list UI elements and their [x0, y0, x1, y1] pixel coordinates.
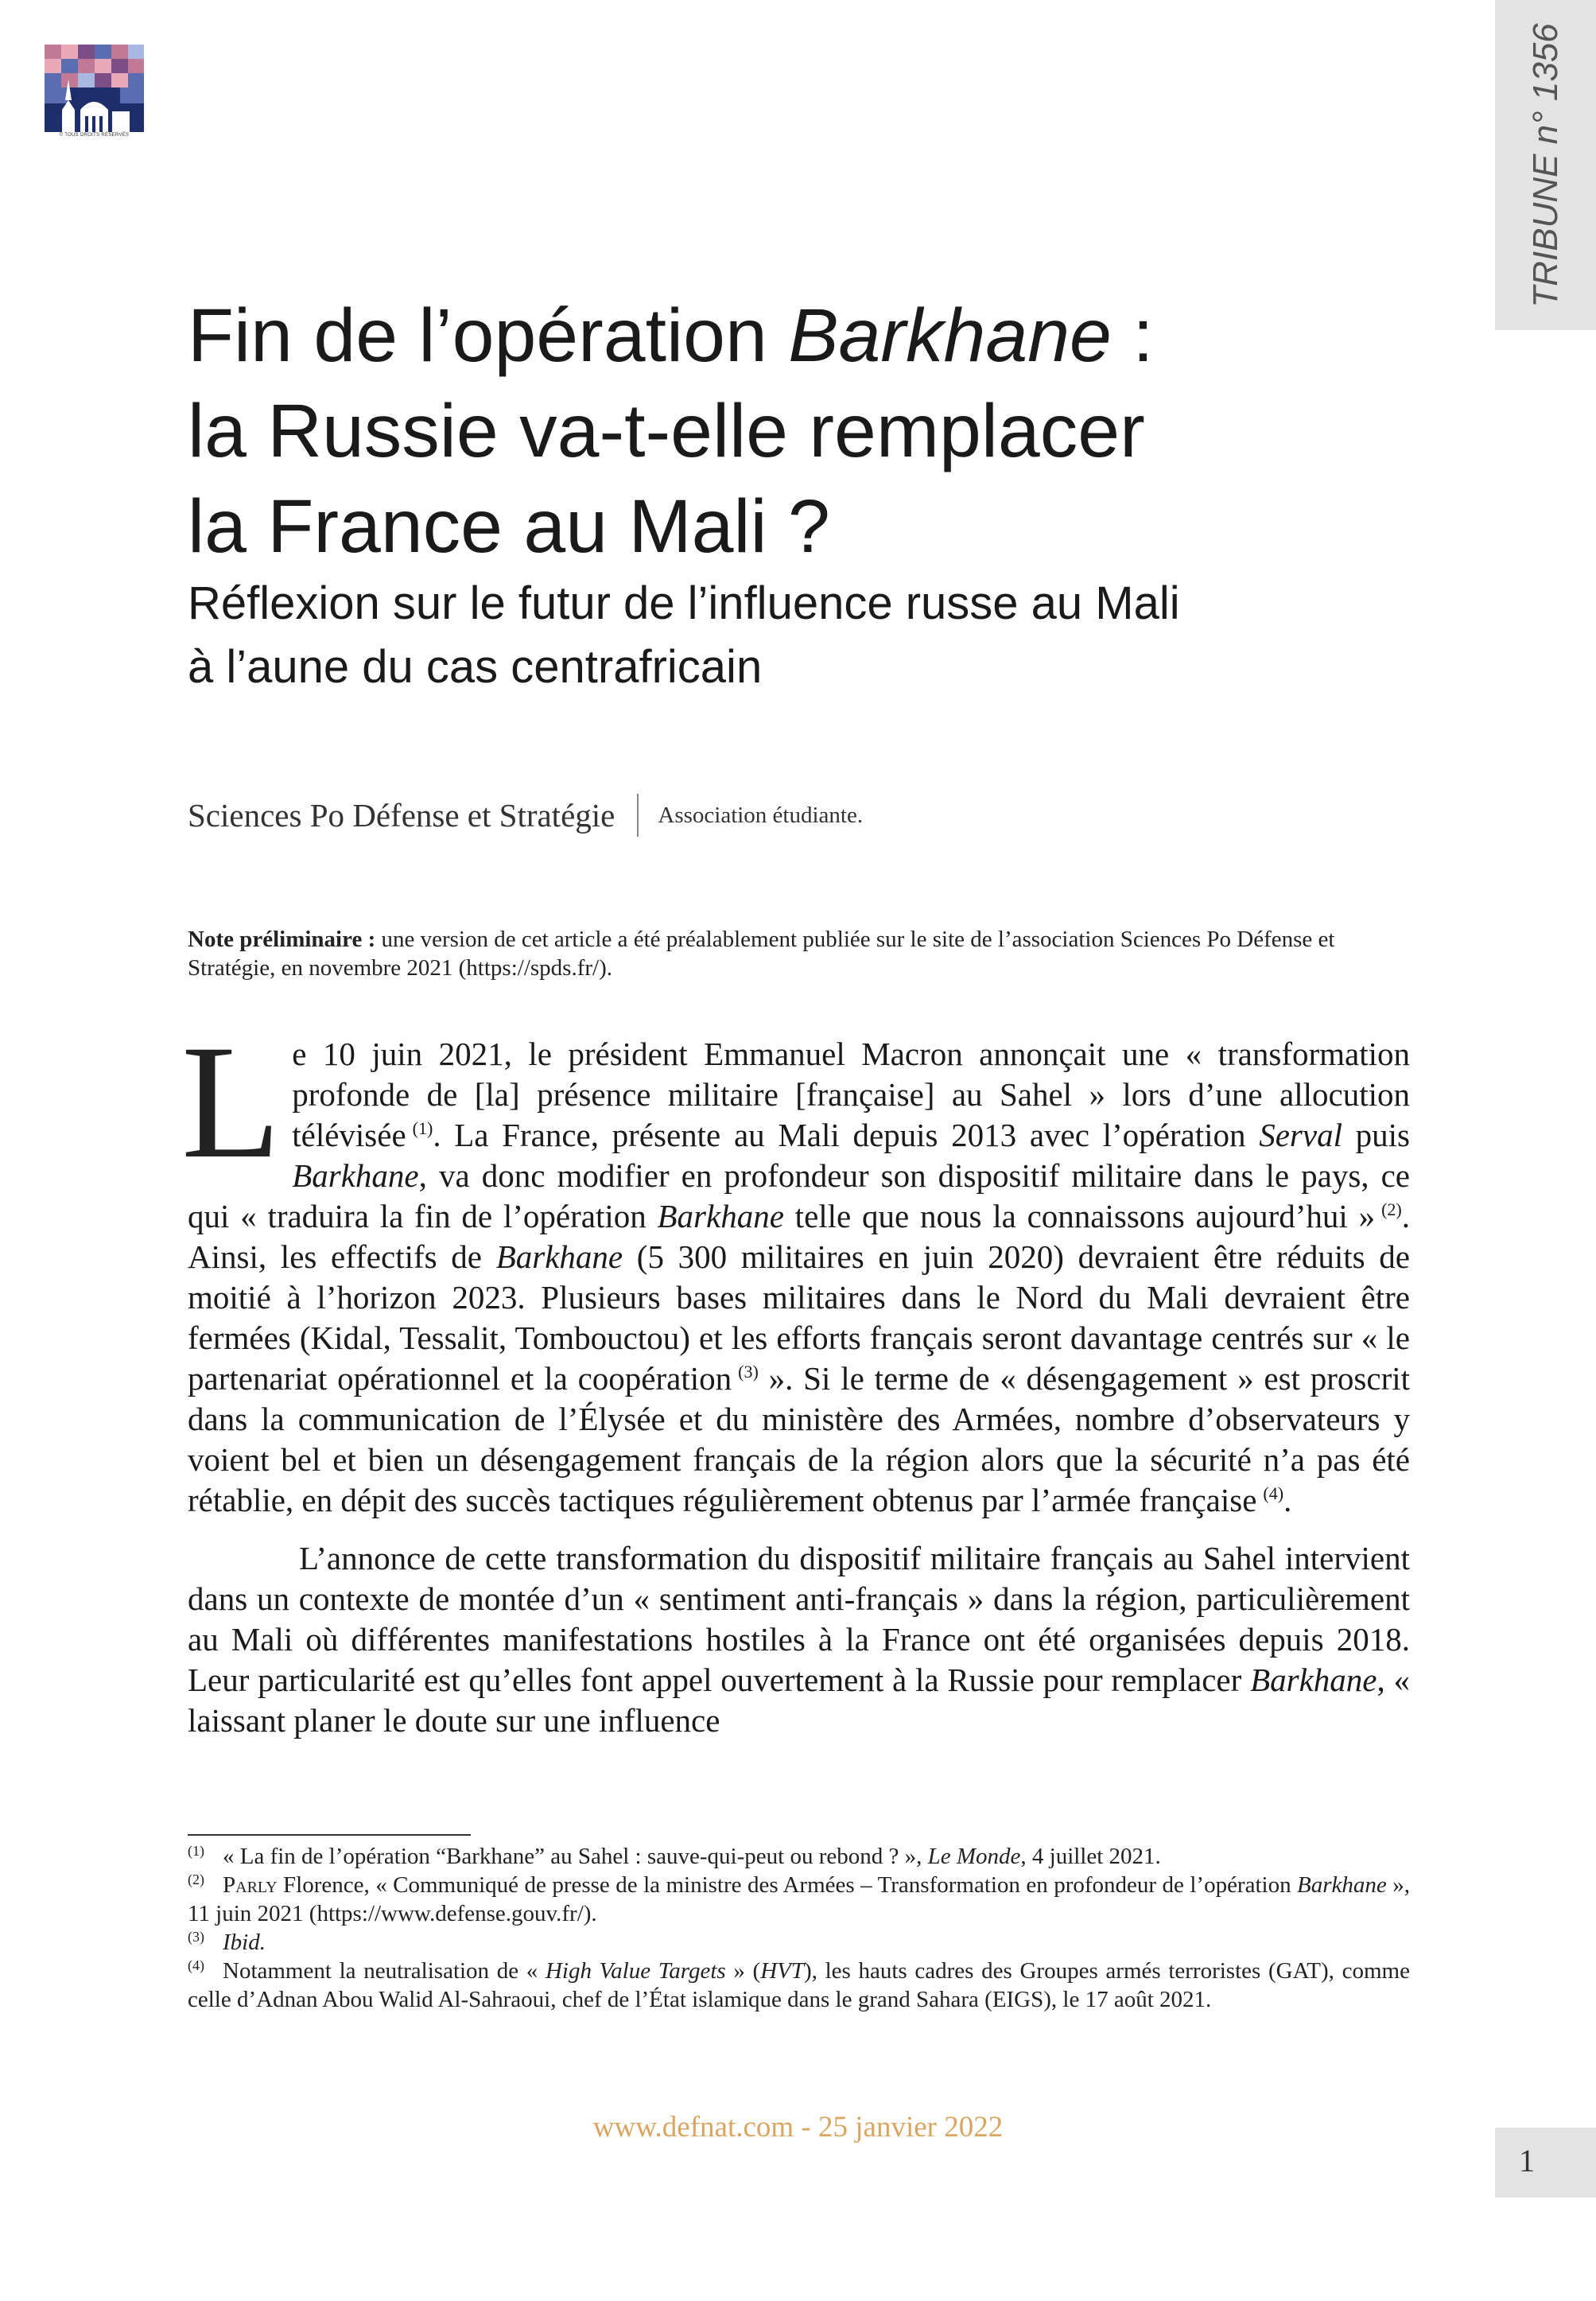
footnote-ref-3[interactable]: (3): [738, 1361, 759, 1382]
title-line-3: la France au Mali ?: [188, 484, 830, 569]
title-line-2: la Russie va-t-elle remplacer: [188, 389, 1145, 473]
author-description: Association étudiante.: [658, 802, 864, 828]
title-line-1: Fin de l’opération Barkhane :: [188, 293, 1154, 378]
preliminary-note-label: Note préliminaire :: [188, 927, 376, 952]
author-block: [188, 787, 863, 843]
footnotes: [188, 1842, 1410, 2014]
preliminary-note: [188, 925, 1412, 982]
article-body: [181, 1012, 1411, 1741]
article-subtitle: [188, 572, 1460, 699]
footnote-1: (1) « La fin de l’opération “Barkhane” au Sahel : sauve-qui-peut ou rebond ? », Le Monde, 4 juillet 2021.: [188, 1843, 1161, 1869]
subtitle-line-1: Réflexion sur le futur de l’influence russe au Mali: [188, 577, 1180, 629]
footnote-2: (2) Parly Florence, « Communiqué de presse de la ministre des Armées – Transformation en profondeur de l’opération Barkhane », 11 juin 2021 (https://www.defense.gouv.fr/).: [188, 1872, 1411, 1926]
body-paragraph-1: Le 10 juin 2021, le président Emmanuel Macron annonçait une « transformation profonde de [la] présence militaire [française] au Sahel » lors d’une allocution télévisée $^{(1)}$. La France, présente au Mali depuis 2013 avec l’opération Serval puis Barkhane, va donc modifier en profondeur son dispositif militaire dans le pays, ce qui « traduira la fin de l’opération Barkhane telle que nous la connaissons aujourd’hui » $^{(2)}$. Ainsi, les effectifs de Barkhane (5 300 militaires en juin 2020) devraient être réduits de moitié à l’horizon 2023. Plusieurs bases militaires dans le Nord du Mali devraient être fermées (Kidal, Tessalit, Tombouctou) et les efforts français seront davantage centrés sur « le partenariat opérationnel et la coopération $^{(3)}$ ». Si le terme de « désengagement » est proscrit dans la communication de l’Élysée et du ministère des Armées, nombre d’observateurs y voient bel et bien un désengagement français de la région alors que la sécurité n’a pas été rétablie, en dépit des succès tactiques régulièrement obtenus par l’armée française $^{(4)}$.: [181, 1012, 1411, 1518]
publisher-logo: [45, 45, 144, 140]
article-title: [188, 288, 1460, 574]
page-number-tab: [1495, 2128, 1596, 2198]
logo-emblem: [45, 45, 144, 132]
footnote-divider: [188, 1834, 471, 1836]
tribune-label: TRIBUNE n° 1356: [1525, 22, 1565, 308]
footnote-ref-1[interactable]: (1): [412, 1117, 433, 1138]
footnote-author-surname: Parly: [223, 1872, 278, 1898]
drop-cap: L: [181, 1012, 282, 1192]
tribune-tab: [1495, 0, 1596, 330]
footnote-4: (4) Notamment la neutralisation de « High Value Targets » (HVT), les hauts cadres des Groupes armés terroristes (GAT), comme celle d’Adnan Abou Walid Al-Sahraoui, chef de l’État islamique dans le grand Sahara (EIGS), le 17 août 2021.: [188, 1957, 1410, 2012]
footer-site-date[interactable]: www.defnat.com - 25 janvier 2022: [592, 2111, 1004, 2144]
footnote-ref-2[interactable]: (2): [1381, 1199, 1402, 1219]
logo-caption: © TOUS DROITS RÉSERVÉS: [59, 133, 130, 138]
footnote-ref-4[interactable]: (4): [1263, 1483, 1284, 1503]
preliminary-note-text: une version de cet article a été préalablement publiée sur le site de l’association Sciences Po Défense et Stratégie, en novembre 2021 (https://spds.fr/).: [188, 927, 1335, 981]
page-number: 1: [1519, 2143, 1535, 2179]
subtitle-line-2: à l’aune du cas centrafricain: [188, 641, 763, 693]
body-paragraph-2: L’annonce de cette transformation du dispositif militaire français au Sahel intervient dans un contexte de montée d’un « sentiment anti-français » dans la région, particulièrement au Mali où différentes manifestations hostiles à la France ont été organisées depuis 2018. Leur particularité est qu’elles font appel ouvertement à la Russie pour remplacer Barkhane, « laissant planer le doute sur une influence: [188, 1540, 1410, 1739]
author-name: Sciences Po Défense et Stratégie: [188, 797, 615, 834]
title-operation-name: Barkhane: [788, 293, 1112, 378]
author-separator: [637, 794, 639, 837]
footnote-3: (3) Ibid.: [188, 1929, 266, 1955]
